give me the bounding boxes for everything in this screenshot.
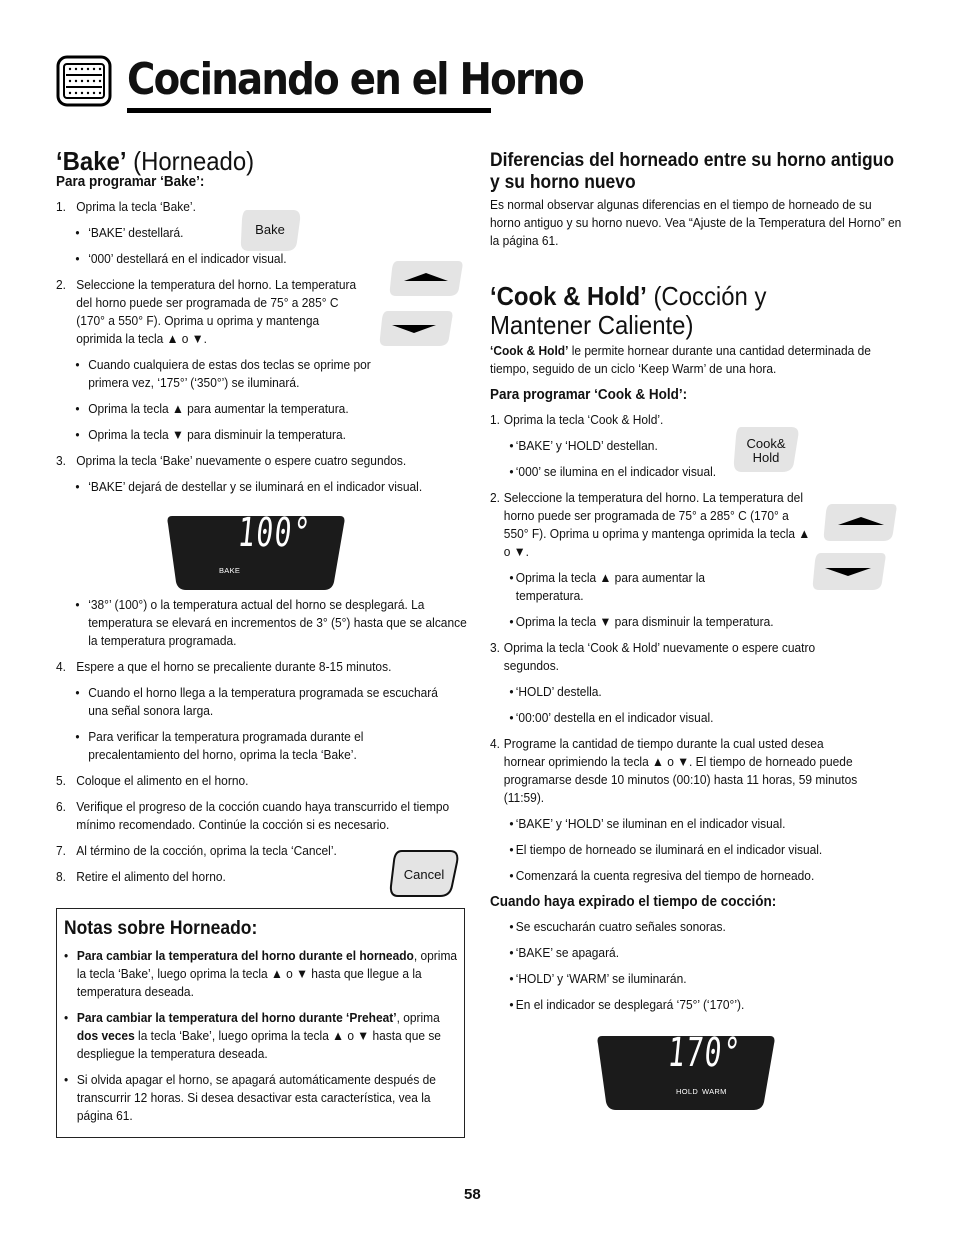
- bake-subheading: Para programar ‘Bake’:: [56, 174, 205, 190]
- bake-step-2-bullet: • Cuando cualquiera de estas dos teclas se oprime por primera vez, ‘175°’ (‘350°’) se iluminará.: [56, 356, 389, 392]
- cookhold-heading: ‘Cook & Hold’ (Cocción y: [490, 281, 767, 311]
- bake-step-3-bullet: • ‘BAKE’ dejará de destellar y se iluminará en el indicador visual.: [56, 478, 435, 496]
- bake-step-4-bullet: • Cuando el horno llega a la temperatura programada se escuchará una señal sonora larga.: [56, 684, 442, 720]
- bake-display: [166, 510, 346, 592]
- display-temperature: 100°: [235, 510, 314, 556]
- cookhold-expired-bullet: • ‘BAKE’ se apagará.: [490, 944, 872, 962]
- bake-step-7: 7. Al término de la cocción, oprima la tecla ‘Cancel’.: [56, 843, 337, 858]
- cookhold-key-label: Cook& Hold: [746, 436, 786, 465]
- cookhold-display: [596, 1030, 776, 1112]
- up-arrow-icon: [822, 501, 898, 543]
- cookhold-step-3-bullet: • ‘HOLD’ destella.: [490, 683, 872, 701]
- cookhold-step-1-bullet: • ‘000’ se ilumina en el indicador visual.: [490, 463, 872, 481]
- cookhold-expired-heading: Cuando haya expirado el tiempo de cocción:: [490, 894, 777, 910]
- bake-key-button[interactable]: [237, 206, 303, 254]
- cookhold-step-2: 2. Seleccione la temperatura del horno. La temperatura del horno puede ser programada de 75° a 285° C (170° a 550° F). Oprima u oprima y mantenga oprimida la tecla ▲ o ▼.: [490, 490, 811, 559]
- page-title: Cocinando en el Horno: [127, 54, 583, 105]
- bake-step-2: 2. Seleccione la temperatura del horno. La temperatura del horno puede ser programada de 75° a 285° C (170° a 550° F). Oprima u oprima y mantenga oprimida la tecla ▲ o ▼.: [56, 277, 357, 346]
- display-hold-label: HOLD: [676, 1087, 699, 1096]
- bake-step-5: 5. Coloque el alimento en el horno.: [56, 773, 249, 788]
- cookhold-key-button[interactable]: [730, 423, 802, 475]
- cookhold-step-4: 4. Programe la cantidad de tiempo durante la cual usted desea hornear oprimiendo la tecla ▲ o ▼. El tiempo de horneado puede programarse desde 10 minutos (00:10) hasta 11 horas, 59 minutos (11:59).: [490, 736, 858, 805]
- down-arrow-icon: [378, 308, 454, 348]
- cookhold-step-4-bullet: • Comenzará la cuenta regresiva del tiempo de horneado.: [490, 867, 872, 885]
- page-number: 58: [464, 1186, 481, 1203]
- diff-body: Es normal observar algunas diferencias en el tiempo de horneado de su horno antiguo y su horno nuevo. Vea “Ajuste de la Temperatura del Horno” en la página 61.: [490, 197, 902, 248]
- up-arrow-key[interactable]: [388, 258, 464, 298]
- cookhold-expired-bullet: • Se escucharán cuatro señales sonoras.: [490, 918, 872, 936]
- bake-step-1-bullet: • ‘BAKE’ destellará.: [56, 224, 435, 242]
- display-warm-label: WARM: [702, 1087, 727, 1096]
- cookhold-step-4-bullet: • ‘BAKE’ y ‘HOLD’ se iluminan en el indicador visual.: [490, 815, 872, 833]
- cookhold-heading-line2: Mantener Caliente): [490, 310, 694, 340]
- cookhold-step-3: 3. Oprima la tecla ‘Cook & Hold’ nuevamente o espere cuatro segundos.: [490, 640, 816, 673]
- cookhold-intro: ‘Cook & Hold’ le permite hornear durante una cantidad determinada de tiempo, seguido de un ciclo ‘Keep Warm’ de una hora.: [490, 343, 871, 376]
- notes-heading: Notas sobre Horneado:: [64, 918, 258, 939]
- cookhold-step-2-bullet: • Oprima la tecla ▲ para aumentar la temperatura.: [490, 569, 743, 605]
- up-arrow-icon: [388, 258, 464, 298]
- notes-box: [56, 908, 465, 1138]
- cookhold-step-3-bullet: • ‘00:00’ destella en el indicador visual.: [490, 709, 872, 727]
- up-arrow-key[interactable]: [822, 501, 898, 543]
- bake-step-4-bullet: • Para verificar la temperatura programada durante el precalentamiento del horno, oprima la tecla ‘Bake’.: [56, 728, 424, 764]
- bake-step-2-bullet: • Oprima la tecla ▼ para disminuir la temperatura.: [56, 426, 435, 444]
- down-arrow-key[interactable]: [811, 550, 887, 592]
- bake-step-1-bullet: • ‘000’ destellará en el indicador visual.: [56, 250, 435, 268]
- notes-item: • Para cambiar la temperatura del horno durante ‘Preheat’, oprima dos veces la tecla ‘Bake’, luego oprima la tecla ▲ o ▼ hasta que se despliegue la temperatura deseada.: [64, 1009, 460, 1063]
- cookhold-subheading: Para programar ‘Cook & Hold’:: [490, 387, 688, 403]
- down-arrow-icon: [811, 550, 887, 592]
- cookhold-expired-bullet: • ‘HOLD’ y ‘WARM’ se iluminarán.: [490, 970, 872, 988]
- cookhold-expired-bullet: • En el indicador se desplegará ‘75°’ (‘170°’).: [490, 996, 872, 1014]
- cookhold-step-1-bullet: • ‘BAKE’ y ‘HOLD’ destellan.: [490, 437, 872, 455]
- cookhold-step-2-bullet: • Oprima la tecla ▼ para disminuir la temperatura.: [490, 613, 872, 631]
- notes-item: • Para cambiar la temperatura del horno durante el horneado, oprima la tecla ‘Bake’, luego oprima la tecla ▲ o ▼ hasta que llegue a la temperatura deseada.: [64, 947, 460, 1001]
- cancel-key-button[interactable]: [388, 846, 460, 900]
- bake-step-6: 6. Verifique el progreso de la cocción cuando haya transcurrido el tiempo mínimo recomendado. Continúe la cocción si es necesario.: [56, 799, 450, 832]
- display-temperature: 170°: [665, 1030, 744, 1076]
- oven-icon: [56, 55, 112, 107]
- display-bake-label: BAKE: [219, 566, 241, 575]
- bake-key-label: Bake: [255, 222, 285, 237]
- diff-heading: Diferencias del horneado entre su horno antiguo y su horno nuevo: [490, 150, 895, 193]
- bake-step-2-bullet: • Oprima la tecla ▲ para aumentar la temperatura.: [56, 400, 435, 418]
- cookhold-step-4-bullet: • El tiempo de horneado se iluminará en el indicador visual.: [490, 841, 872, 859]
- bake-step-3-bullet: • ‘38°’ (100°) o la temperatura actual del horno se desplegará. La temperatura se elevará en incrementos de 3° (5°) hasta que se alcance la temperatura programada.: [56, 596, 468, 650]
- bake-step-3: 3. Oprima la tecla ‘Bake’ nuevamente o espere cuatro segundos.: [56, 453, 407, 468]
- cookhold-step-1: 1. Oprima la tecla ‘Cook & Hold’.: [490, 412, 664, 427]
- bake-step-1: 1. Oprima la tecla ‘Bake’.: [56, 199, 196, 214]
- bake-step-4: 4. Espere a que el horno se precaliente durante 8-15 minutos.: [56, 659, 392, 674]
- cancel-key-label: Cancel: [403, 867, 445, 882]
- title-underline: [127, 108, 491, 113]
- notes-item: • Si olvida apagar el horno, se apagará automáticamente después de transcurrir 12 horas. Si desea desactivar esta característica, vea la página 61.: [64, 1071, 460, 1125]
- bake-heading: ‘Bake’ (Horneado): [56, 146, 255, 176]
- down-arrow-key[interactable]: [378, 308, 454, 348]
- bake-step-8: 8. Retire el alimento del horno.: [56, 869, 226, 884]
